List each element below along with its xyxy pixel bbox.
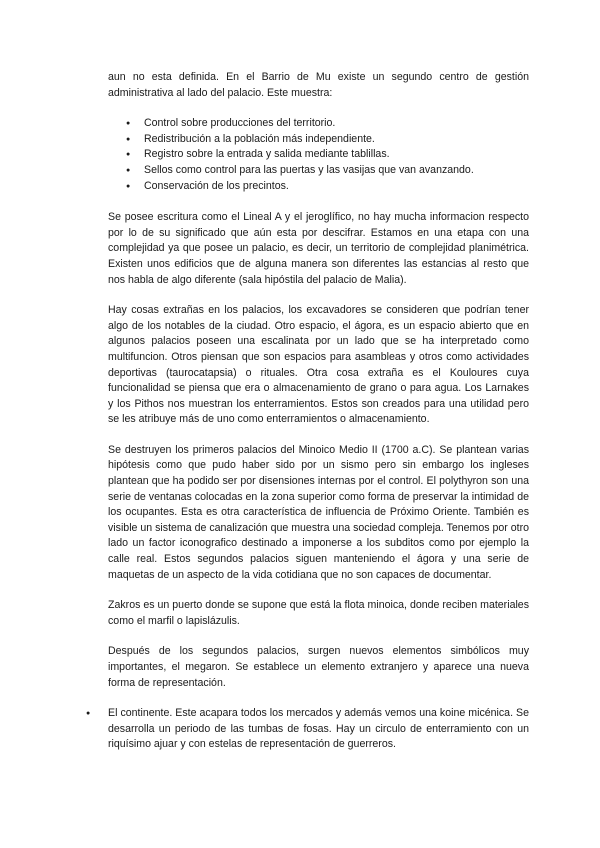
list-item: ● Conservación de los precintos.: [108, 179, 529, 195]
page-content: [86, 70, 529, 753]
bullet-dot-icon: ●: [86, 710, 91, 718]
bullet-continente: [86, 706, 529, 753]
paragraph-megaron: Después de los segundos palacios, surgen nuevos elementos simbólicos muy importantes, el megaron. Se establece un elemento extranjero y aparece una nueva forma de representación.: [108, 645, 529, 689]
paragraph-destruccion: Se destruyen los primeros palacios del Minoico Medio II (1700 a.C). Se plantean varias hipótesis como que pudo haber sido por un sismo pero sin embargo los ingleses plantean que ha podido ser por disensiones internas por el control. El polythyron son una serie de ventanas colocadas en la zona superior como forma de preservar la intimidad de los ocupantes. Esta es otra característica de influencia de Próximo Oriente. También es visible un sistema de canalización que muestra una sociedad compleja. Tenemos por otro lado un factor iconografico destinado a imponerse a los subditos como por ejemplo la calle real. Estos segundos palacios siguen manteniendo el ágora y una serie de maquetas de un aspecto de la vida cotidiana que no son capaces de documentar.: [108, 443, 529, 581]
list-item: ● Redistribución a la población más independiente.: [108, 132, 529, 148]
bullet-list: [108, 116, 529, 194]
list-item: ● Sellos como control para las puertas y las vasijas que van avanzando.: [108, 163, 529, 179]
paragraph-intro: aun no esta definida. En el Barrio de Mu existe un segundo centro de gestión administrativa al lado del palacio. Este muestra:: [108, 71, 529, 99]
paragraph-zakros: Zakros es un puerto donde se supone que está la flota minoica, donde reciben materiales como el marfil o lapislázulis.: [108, 599, 529, 627]
list-item: ● Control sobre producciones del territorio.: [108, 116, 529, 132]
paragraph-escritura: Se posee escritura como el Lineal A y el jeroglífico, no hay mucha informacion respecto por lo de su significado que aún esta por descifrar. Estamos en una etapa con una complejidad ya que posee un palacio, es decir, un territorio de complejidad planimétrica. Existen unos edificios que de alguna manera son diferentes las estancias al resto que nos habla de algo diferente (sala hipóstila del palacio de Malia).: [108, 211, 529, 286]
list-item: ● Registro sobre la entrada y salida mediante tablillas.: [108, 147, 529, 163]
paragraph-continente: El continente. Este acapara todos los mercados y además vemos una koine micénica. Se desarrolla un periodo de las tumbas de fosas. Hay un circulo de enterramiento con un riquísimo ajuar y con estelas de representación de guerreros.: [108, 707, 529, 751]
paragraph-palacios: Hay cosas extrañas en los palacios, los excavadores se consideren que podrían tener algo de los notables de la ciudad. Otro espacio, el ágora, es un espacio abierto que en algunos palacios poseen una escalinata por un lado que se ha interpretado como multifuncion. Otros piensan que son espacios para asambleas y otros como actividades deportivas (taurocatapsia) o rituales. Otra cosa extraña es el Kouloures cuya funcionalidad se piensa que era o almacenamiento de grano o para agua. Los Larnakes y los Pithos nos muestran los enterramientos. Estos son creados para una utilidad pero se les atribuye más de uno como enterramientos o almacenamiento.: [108, 304, 529, 426]
